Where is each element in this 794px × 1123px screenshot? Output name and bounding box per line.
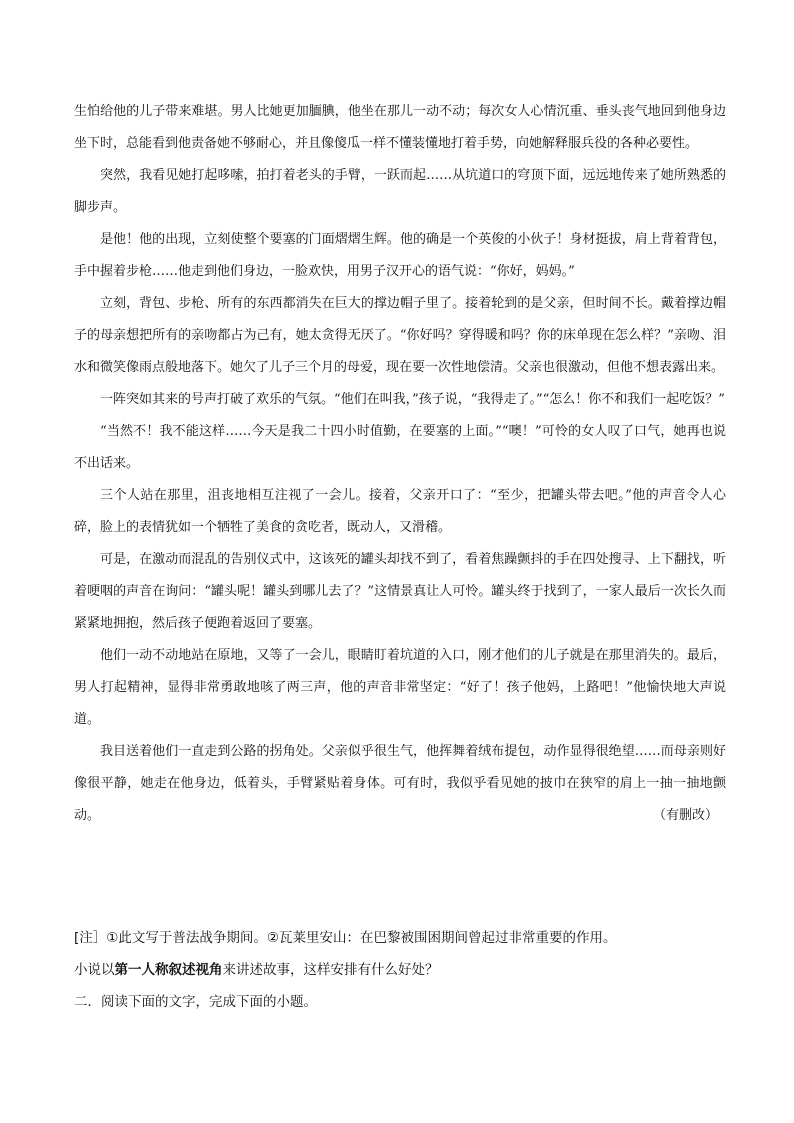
notes-and-question (74, 922, 734, 1018)
paragraph-6: “当然不！我不能这样……今天是我二十四小时值勤，在要塞的上面。”“噢！”可怜的女人叹了口气，她再也说不出话来。 (74, 424, 726, 471)
story-excerpt (74, 96, 726, 832)
footnote: [注］①此文写于普法战争期间。②瓦莱里安山：在巴黎被围困期间曾起过非常重要的作用。 (74, 930, 617, 946)
question-emphasis: 第一人称叙述视角 (114, 962, 223, 978)
paragraph-4: 立刻，背包、步枪、所有的东西都消失在巨大的撑边帽子里了。接着轮到的是父亲，但时间不长。戴着撑边帽子的母亲想把所有的亲吻都占为己有，她太贪得无厌了。“你好吗？穿得暖和吗？你的床单现在怎么样？”亲吻、泪水和微笑像雨点般地落下。她欠了儿子三个月的母爱，现在要一次性地偿清。父亲也很激动，但他不想表露出来。 (74, 296, 726, 375)
paragraph-8: 可是，在激动而混乱的告别仪式中，这该死的罐头却找不到了，看着焦躁颤抖的手在四处搜寻、上下翻找，听着哽咽的声音在询问：“罐头呢！罐头到哪儿去了？”这情景真让人可怜。罐头终于找到了，一家人最后一次长久而紧紧地拥抱，然后孩子便跑着返回了要塞。 (74, 552, 726, 631)
paragraph-1: 生怕给他的儿子带来难堪。男人比她更加腼腆，他坐在那儿一动不动；每次女人心情沉重、垂头丧气地回到他身边坐下时，总能看到他责备她不够耐心，并且像傻瓜一样不懂装懂地打着手势，向她解释服兵役的各种必要性。 (74, 104, 726, 151)
paragraph-10: 我目送着他们一直走到公路的拐角处。父亲似乎很生气，他挥舞着绒布提包，动作显得很绝望……而母亲则好像很平静，她走在他身边，低着头，手臂紧贴着身体。可有时，我似乎看见她的披巾在狭窄的肩上一抽一抽地颤动。 (74, 744, 726, 823)
question (74, 954, 734, 986)
question-prefix: 小说以 (74, 962, 115, 978)
paragraph-5: 一阵突如其来的号声打破了欢乐的气氛。“他们在叫我，”孩子说，“我得走了。”“怎么！你不和我们一起吃饭？” (100, 392, 725, 407)
source-note: （有删改） (652, 808, 718, 823)
question-suffix: 来讲述故事，这样安排有什么好处？ (222, 962, 439, 978)
paragraph-9: 他们一动不动地站在原地，又等了一会儿，眼睛盯着坑道的入口，刚才他们的儿子就是在那里消失的。最后，男人打起精神，显得非常勇敢地咳了两三声，他的声音非常坚定：“好了！孩子他妈，上路吧！”他愉快地大声说道。 (74, 648, 726, 727)
paragraph-7: 三个人站在那里，沮丧地相互注视了一会儿。接着，父亲开口了：“至少，把罐头带去吧。”他的声音令人心碎，脸上的表情犹如一个牺牲了美食的贪吃者，既动人，又滑稽。 (74, 488, 726, 535)
paragraph-3: 是他！他的出现，立刻使整个要塞的门面熠熠生辉。他的确是一个英俊的小伙子！身材挺拔，肩上背着背包，手中握着步枪……他走到他们身边，一脸欢快，用男子汉开心的语气说：“你好，妈妈。” (74, 232, 726, 279)
paragraph-2: 突然，我看见她打起哆嗦，拍打着老头的手臂，一跃而起……从坑道口的穹顶下面，远远地传来了她所熟悉的脚步声。 (74, 168, 726, 215)
section-heading: 二．阅读下面的文字，完成下面的小题。 (74, 994, 317, 1010)
